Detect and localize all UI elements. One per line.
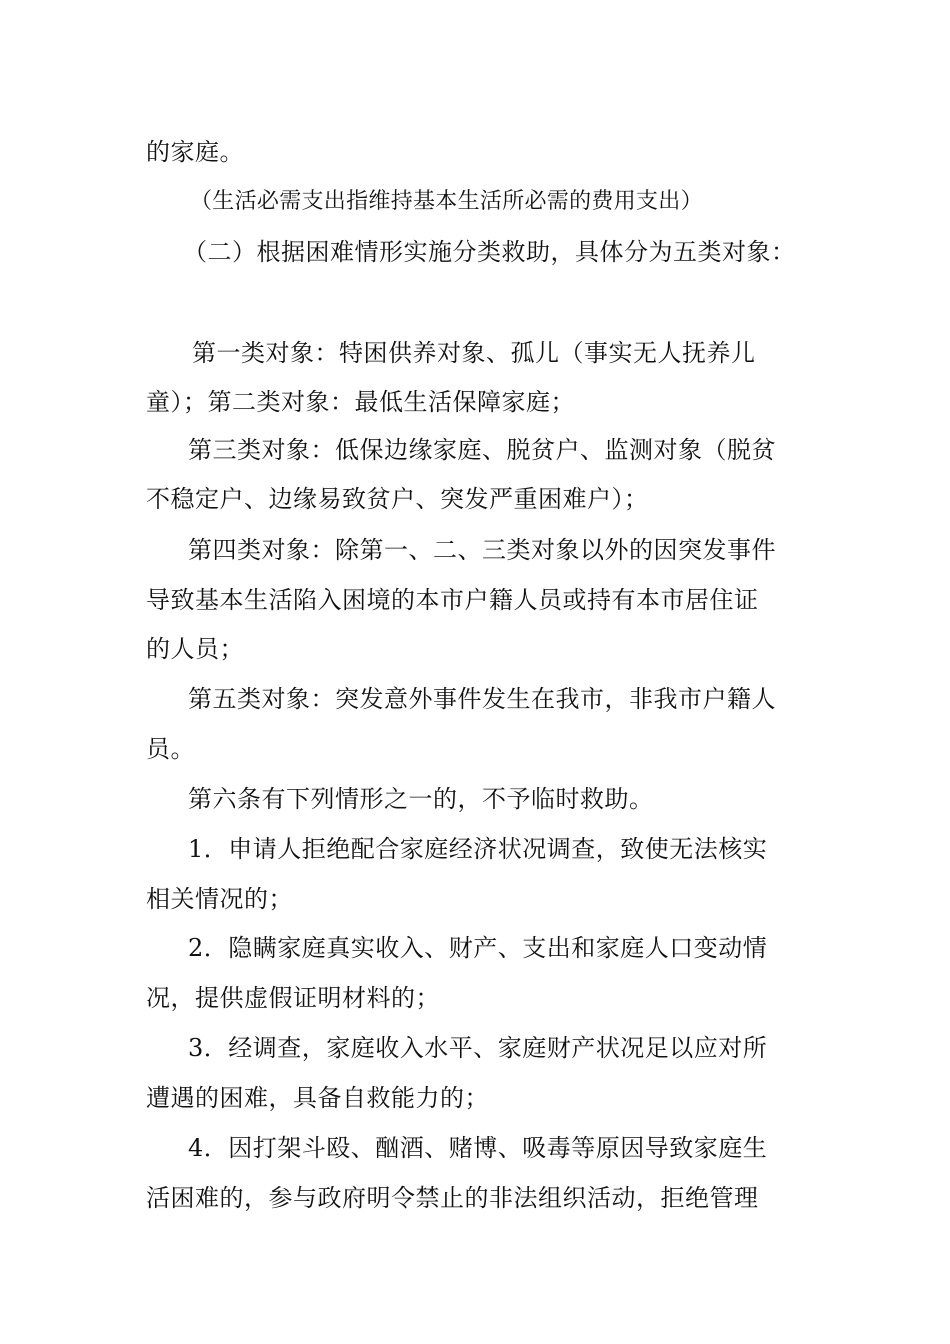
text-line: 遭遇的困难，具备自救能力的； [146,1084,489,1112]
text-line: 员。 [146,735,195,763]
text-line: 的家庭。 [146,138,244,166]
text-line: 1．申请人拒绝配合家庭经济状况调查，致使无法核实 [188,835,768,863]
text-line: 3．经调查，家庭收入水平、家庭财产状况足以应对所 [188,1034,768,1062]
text-line: 2．隐瞒家庭真实收入、财产、支出和家庭人口变动情 [188,934,768,962]
text-line: 相关情况的； [146,885,293,913]
text-line: 导致基本生活陷入困境的本市户籍人员或持有本市居住证 [146,586,759,614]
text-line: 活困难的，参与政府明令禁止的非法组织活动，拒绝管理 [146,1184,759,1212]
text-line: 童）；第二类对象：最低生活保障家庭； [146,388,575,416]
text-line: 不稳定户、边缘易致贫户、突发严重困难户）； [146,485,649,513]
text-line: 第一类对象：特困供养对象、孤儿（事实无人抚养儿 [192,339,756,367]
text-line: 第四类对象：除第一、二、三类对象以外的因突发事件 [188,536,776,564]
text-line: （二）根据困难情形实施分类救助，具体分为五类对象： [183,238,796,266]
text-line: 的人员； [146,635,244,663]
text-line: 4．因打架斗殴、酗酒、赌博、吸毒等原因导致家庭生 [188,1134,768,1162]
text-line: 况，提供虚假证明材料的； [146,984,440,1012]
text-line: 第五类对象：突发意外事件发生在我市，非我市户籍人 [188,685,776,713]
text-line: 第三类对象：低保边缘家庭、脱贫户、监测对象（脱贫 [188,436,776,464]
text-line: 第六条有下列情形之一的，不予临时救助。 [188,785,654,813]
text-line: （生活必需支出指维持基本生活所必需的费用支出） [190,189,703,214]
